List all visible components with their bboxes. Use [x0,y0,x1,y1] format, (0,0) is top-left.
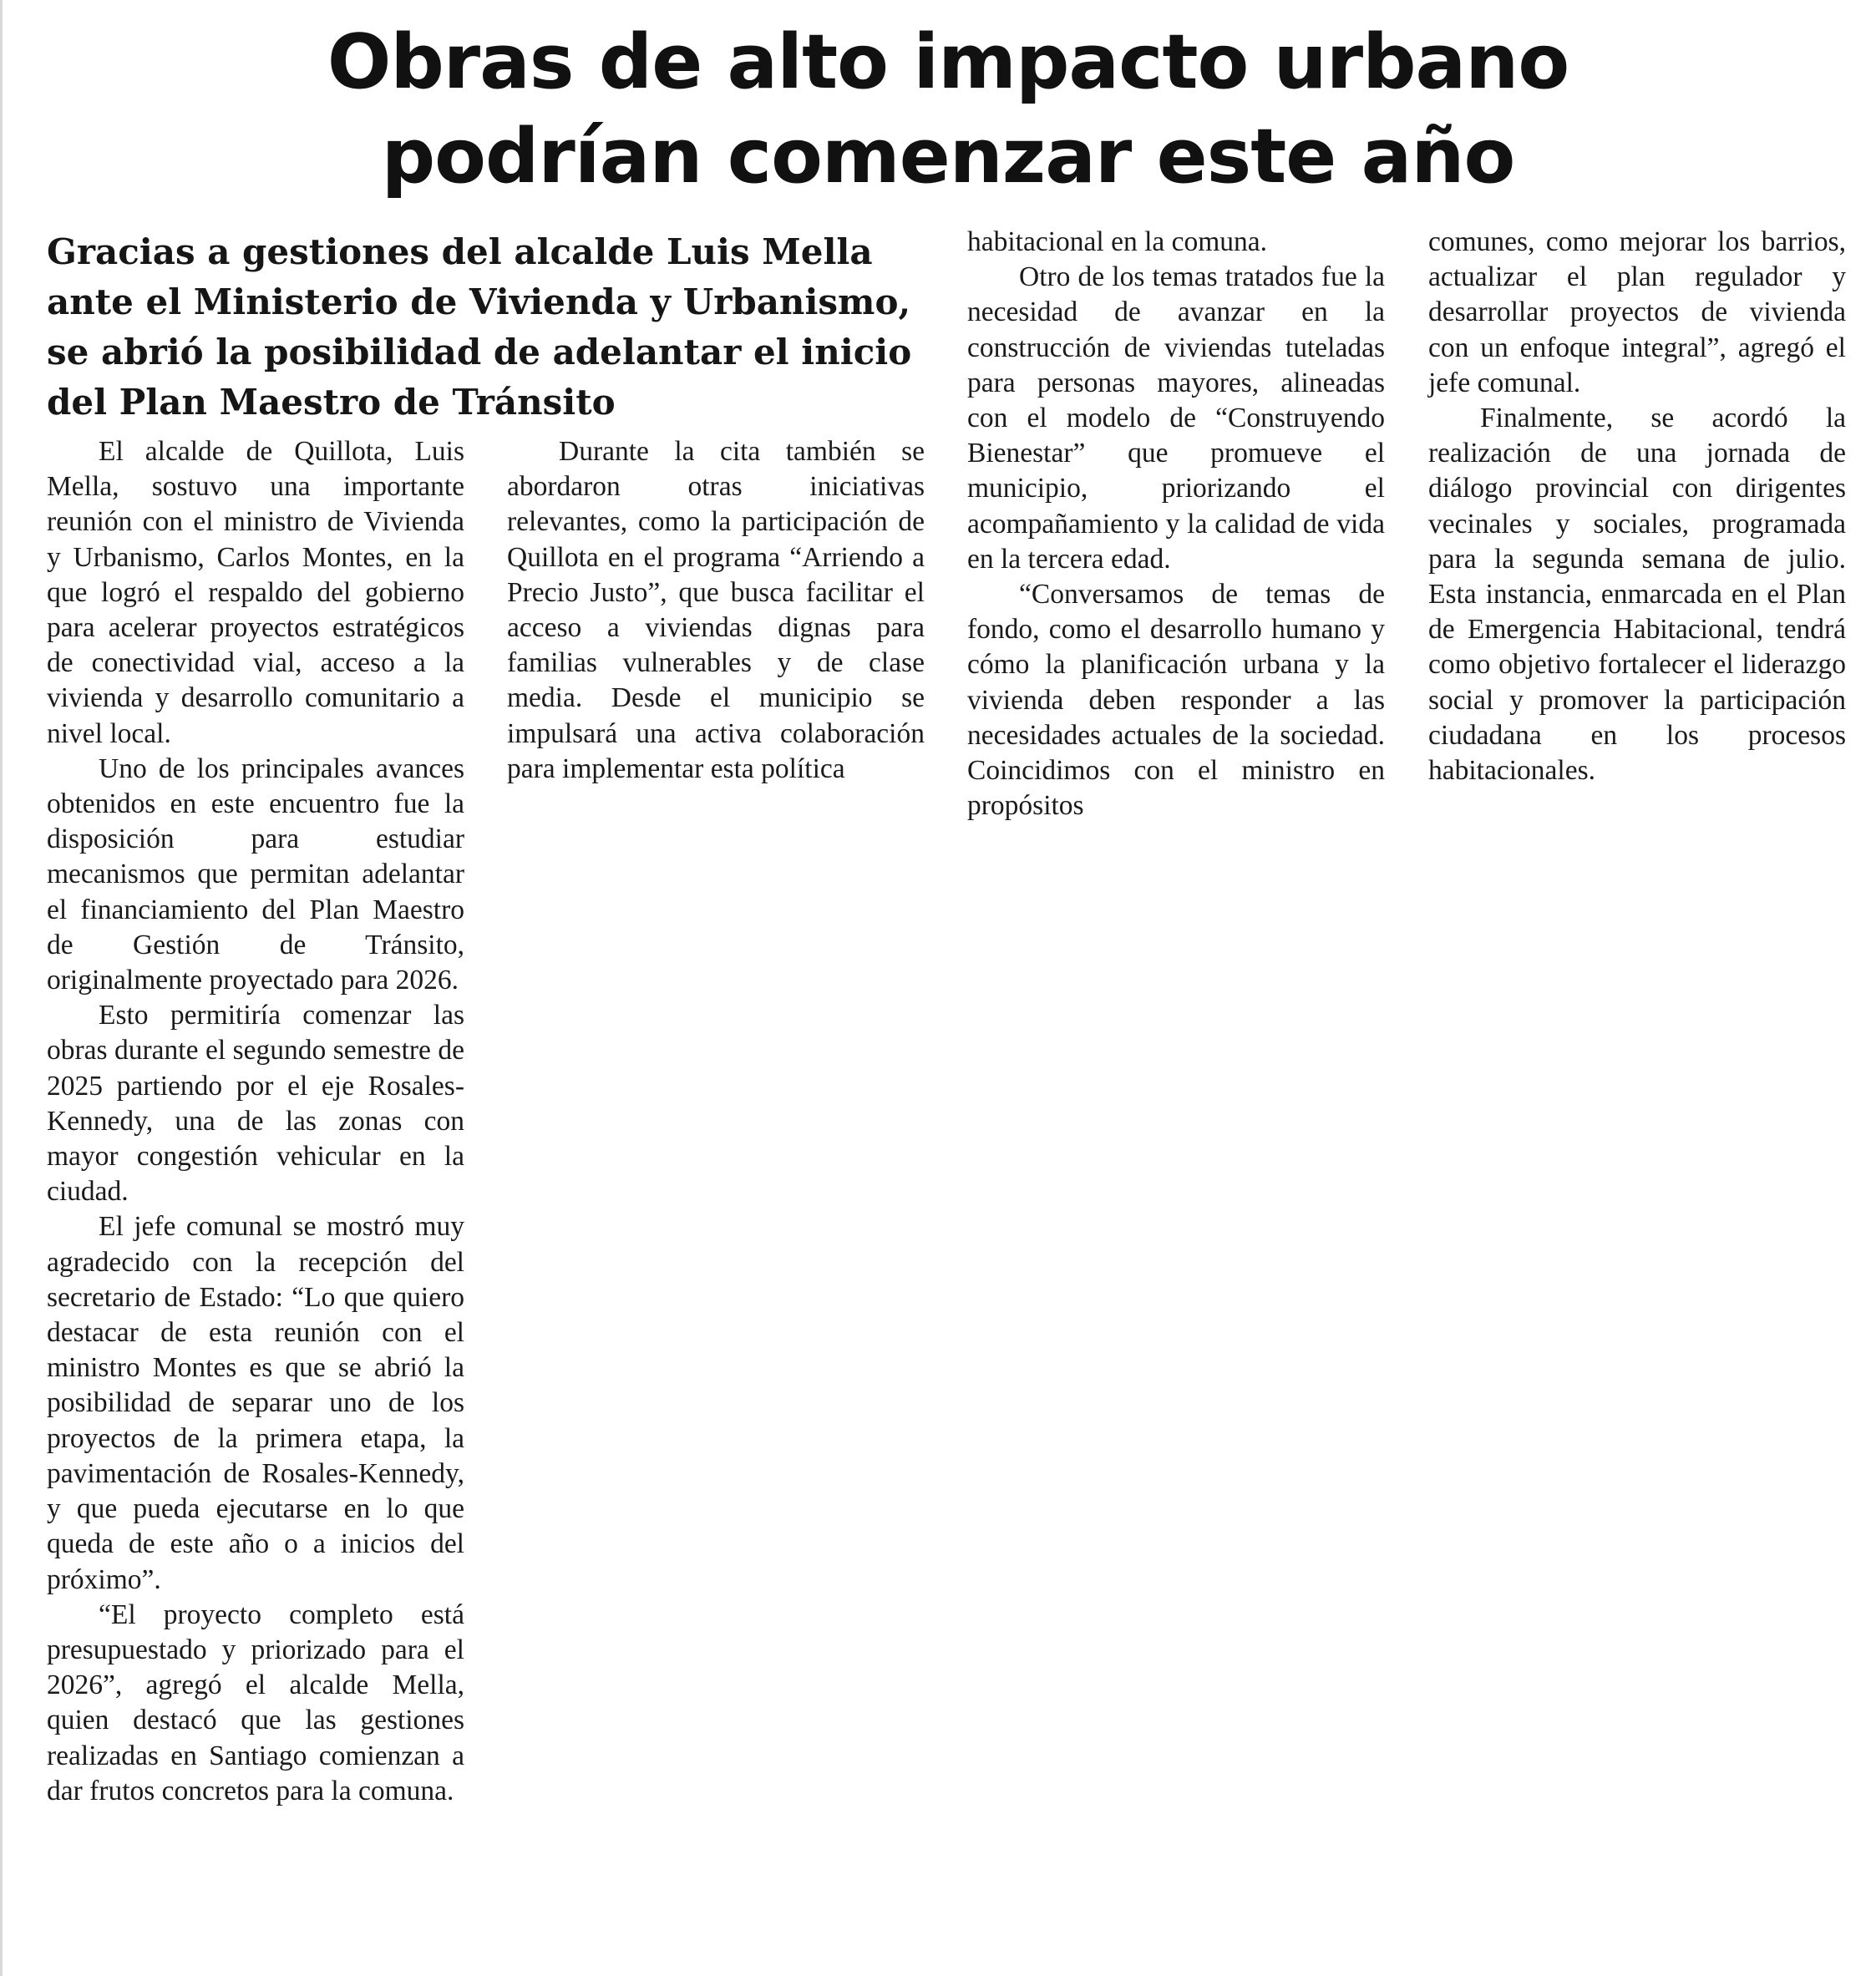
paragraph-continuation: habitacional en la comuna. [967,226,1268,257]
article-column-2 [507,434,925,787]
paragraph: El alcalde de Quillota, Luis Mella, sostuvo una importante reunión con el ministro de Vivienda y Urbanismo, Carlos Montes, en la que logró el respaldo del gobierno para acelerar proyectos estratégicos de conectividad vial, acceso a la vivienda y desarrollo comunitario a nivel local. [47,436,464,749]
paragraph: Esto permitiría comenzar las obras durante el segundo semestre de 2025 partiendo por el eje Rosales-Kennedy, una de las zonas con mayor congestión vehicular en la ciudad. [47,1000,464,1208]
paragraph: Finalmente, se acordó la realización de una jornada de diálogo provincial con dirigentes vecinales y sociales, programada para la segunda semana de julio. Esta instancia, enmarcada en el Plan de Emergencia Habitacional, tendrá como objetivo fortalecer el liderazgo social y promover la participación ciudadana en los procesos habitacionales. [1428,403,1846,787]
paragraph: “Conversamos de temas de fondo, como el desarrollo humano y cómo la planificación urbana y la vivienda deben responder a las necesidades actuales de la sociedad. Coincidimos con el ministro en propósitos [967,579,1385,822]
paragraph: Uno de los principales avances obtenidos en este encuentro fue la disposición para estudiar mecanismos que permitan adelantar el financiamiento del Plan Maestro de Gestión de Tránsito, originalmente proyectado para 2026. [47,752,464,996]
article-column-3 [967,225,1385,823]
paragraph: Durante la cita también se abordaron otras iniciativas relevantes, como la participación de Quillota en el programa “Arriendo a Precio Justo”, que busca facilitar el acceso a viviendas dignas para familias vulnerables y de clase media. Desde el municipio se impulsará una activa colaboración para implementar esta política [507,436,925,784]
headline-line-1: Obras de alto impacto urbano [327,18,1569,106]
article-subheadline: Gracias a gestiones del alcalde Luis Mella ante el Ministerio de Vivienda y Urbanismo, se abrió la posibilidad de adelantar el inicio del Plan Maestro de Tránsito [47,231,912,423]
headline-line-2: podrían comenzar este año [381,113,1515,200]
paragraph: El jefe comunal se mostró muy agradecido con la recepción del secretario de Estado: “Lo que quiero destacar de esta reunión con el ministro Montes es que se abrió la posibilidad de separar uno de los proyectos de la primera etapa, la pavimentación de Rosales-Kennedy, y que pueda ejecutarse en lo que queda de este año o a inicios del próximo”. [47,1211,464,1595]
article-headline [50,15,1846,204]
paragraph-continuation: comunes, como mejorar los barrios, actualizar el plan regulador y desarrollar proyectos de vivienda con un enfoque integral”, agregó el jefe comunal. [1428,226,1846,398]
page-edge-line [0,0,3,1976]
paragraph: Otro de los temas tratados fue la necesidad de avanzar en la construcción de viviendas tuteladas para personas mayores, alineadas con el modelo de “Construyendo Bienestar” que promueve el municipio, priorizando el acompañamiento y la calidad de vida en la tercera edad. [967,261,1385,575]
article-column-4 [1428,225,1846,788]
article-column-1 [47,434,464,1809]
paragraph: “El proyecto completo está presupuestado y priorizado para el 2026”, agregó el alcalde Mella, quien destacó que las gestiones realizadas en Santiago comienzan a dar frutos concretos para la comuna. [47,1599,464,1806]
